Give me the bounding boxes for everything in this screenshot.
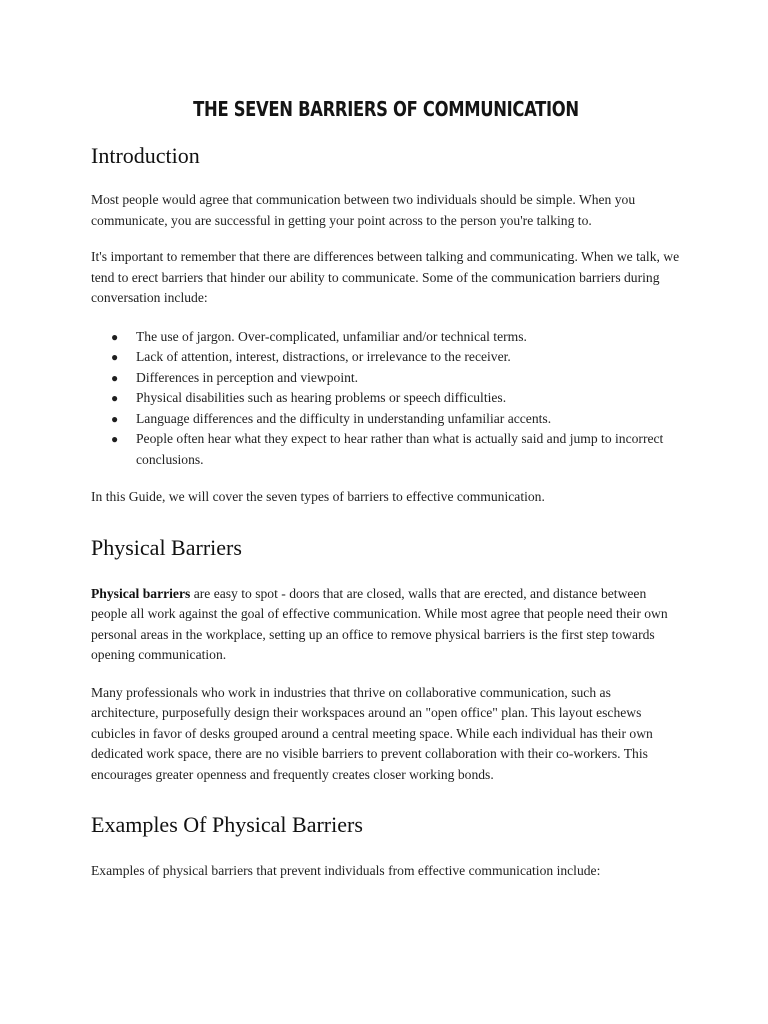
physical-barriers-paragraph-1-text: are easy to spot - doors that are closed, walls that are erected, and distance between people all work against the goal of effective communication. While most agree that people need their own personal areas in the workplace, setting up an office to remove physical barriers is the first step towards opening communication. [91,585,668,662]
list-item-text: The use of jargon. Over-complicated, unfamiliar and/or technical terms. [136,328,527,344]
list-item [91,347,681,368]
guide-summary-paragraph: In this Guide, we will cover the seven types of barriers to effective communication. [91,489,545,504]
list-item [91,409,681,430]
list-item [91,388,681,409]
list-item-text: Differences in perception and viewpoint. [136,369,359,385]
document-body [91,92,681,882]
examples-paragraph: Examples of physical barriers that prevent individuals from effective communication include: [91,863,601,878]
introduction-paragraph-2: It's important to remember that there are differences between talking and communicating. When we talk, we tend to erect barriers that hinder our ability to communicate. Some of the communication barriers during conversation include: [91,249,680,305]
bullet-icon: ● [111,391,119,405]
physical-barriers-heading: Physical Barriers [91,534,242,560]
bullet-icon: ● [111,329,119,344]
list-item-text: Physical disabilities such as hearing problems or speech difficulties. [136,390,507,405]
physical-barriers-paragraph-2: Many professionals who work in industries that thrive on collaborative communication, such as architecture, purposefully design their workspaces around an "open office" plan. This layout eschews cubicles in favor of desks grouped around a central meeting space. While each individual has their own dedicated work space, there are no visible barriers to prevent collaboration with their co-workers. This encourages greater openness and frequently creates closer working bonds. [91,684,653,782]
bullet-icon: ● [111,350,119,364]
bullet-icon: ● [111,411,119,426]
barriers-list [91,327,681,471]
list-item [91,429,681,470]
list-item-text: Language differences and the difficulty in understanding unfamiliar accents. [136,410,552,426]
introduction-paragraph-1: Most people would agree that communication between two individuals should be simple. When you communicate, you are successful in getting your point across to the person you're talking to. [91,192,636,228]
list-item-text: Lack of attention, interest, distractions, or irrelevance to the receiver. [136,349,511,364]
document-title: THE SEVEN BARRIERS OF COMMUNICATION [193,97,579,121]
list-item-text: People often hear what they expect to hear rather than what is actually said and jump to incorrect conclusions. [136,431,664,467]
introduction-heading: Introduction [91,143,200,168]
list-item [91,327,681,348]
list-item [91,368,681,389]
bullet-icon: ● [111,432,119,446]
bullet-icon: ● [111,370,119,385]
physical-barriers-term: Physical barriers [91,585,191,601]
examples-heading: Examples Of Physical Barriers [91,812,363,837]
physical-barriers-paragraph-1 [91,584,681,666]
